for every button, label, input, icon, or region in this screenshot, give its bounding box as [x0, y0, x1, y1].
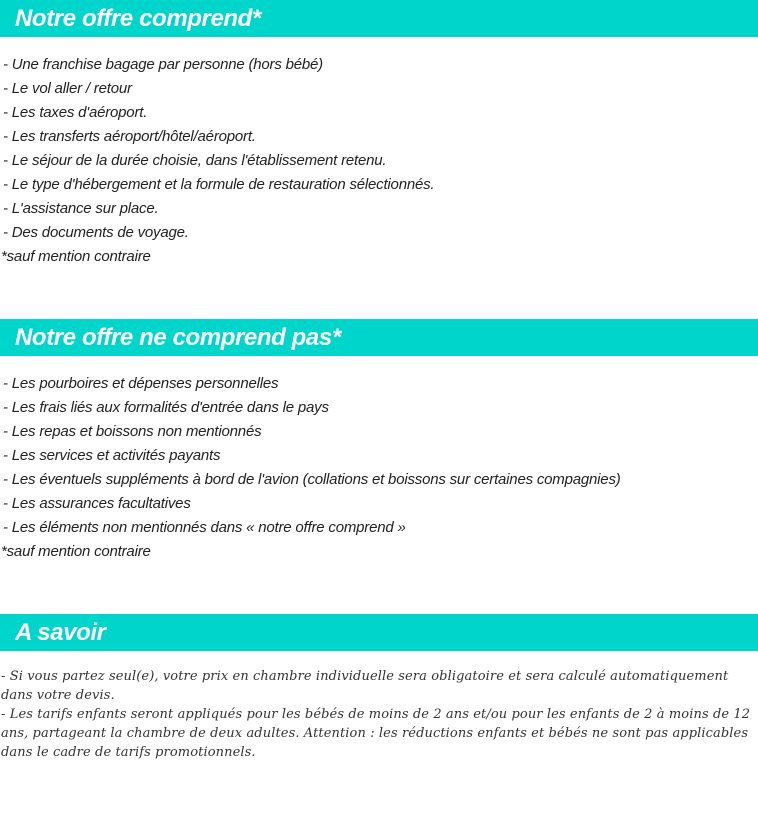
- info-paragraph: - Les tarifs enfants seront appliqués pour les bébés de moins de 2 ans et/ou pour les enfants de 2 à moins de 12 ans, partageant la chambre de deux adultes. Attention : les réductions enfants et bébés ne sont pas applicables dans le cadre de tarifs promotionnels.: [1, 707, 751, 760]
- list-item: - L'assistance sur place.: [3, 200, 159, 217]
- list-item: - Le séjour de la durée choisie, dans l'établissement retenu.: [3, 152, 387, 169]
- section-header-included: [0, 0, 758, 37]
- excluded-list: [0, 372, 758, 540]
- list-item: - Les éventuels suppléments à bord de l'avion (collations et boissons sur certaines compagnies): [3, 471, 621, 488]
- section-title-info: A savoir: [15, 619, 106, 646]
- excluded-footnote: *sauf mention contraire: [1, 543, 151, 560]
- section-header-excluded: [0, 319, 758, 356]
- section-title-included: Notre offre comprend*: [15, 5, 261, 32]
- list-item: - Le type d'hébergement et la formule de restauration sélectionnés.: [3, 176, 435, 193]
- list-item: - Les repas et boissons non mentionnés: [3, 423, 262, 440]
- list-item: - Des documents de voyage.: [3, 224, 189, 241]
- info-text: [1, 667, 751, 762]
- list-item: - Les transferts aéroport/hôtel/aéroport.: [3, 128, 256, 145]
- section-title-excluded: Notre offre ne comprend pas*: [15, 324, 341, 351]
- info-paragraph: - Si vous partez seul(e), votre prix en chambre individuelle sera obligatoire et sera calculé automatiquement dans votre devis.: [1, 669, 729, 703]
- list-item: - Les éléments non mentionnés dans « notre offre comprend »: [3, 519, 406, 536]
- list-item: - Les assurances facultatives: [3, 495, 191, 512]
- included-footnote: *sauf mention contraire: [1, 248, 151, 265]
- section-header-info: [0, 614, 758, 651]
- list-item: - Les pourboires et dépenses personnelles: [3, 375, 279, 392]
- list-item: - Le vol aller / retour: [3, 80, 132, 97]
- list-item: - Les taxes d'aéroport.: [3, 104, 148, 121]
- included-list: [0, 53, 758, 245]
- list-item: - Une franchise bagage par personne (hors bébé): [3, 56, 323, 73]
- list-item: - Les services et activités payants: [3, 447, 221, 464]
- list-item: - Les frais liés aux formalités d'entrée dans le pays: [3, 399, 329, 416]
